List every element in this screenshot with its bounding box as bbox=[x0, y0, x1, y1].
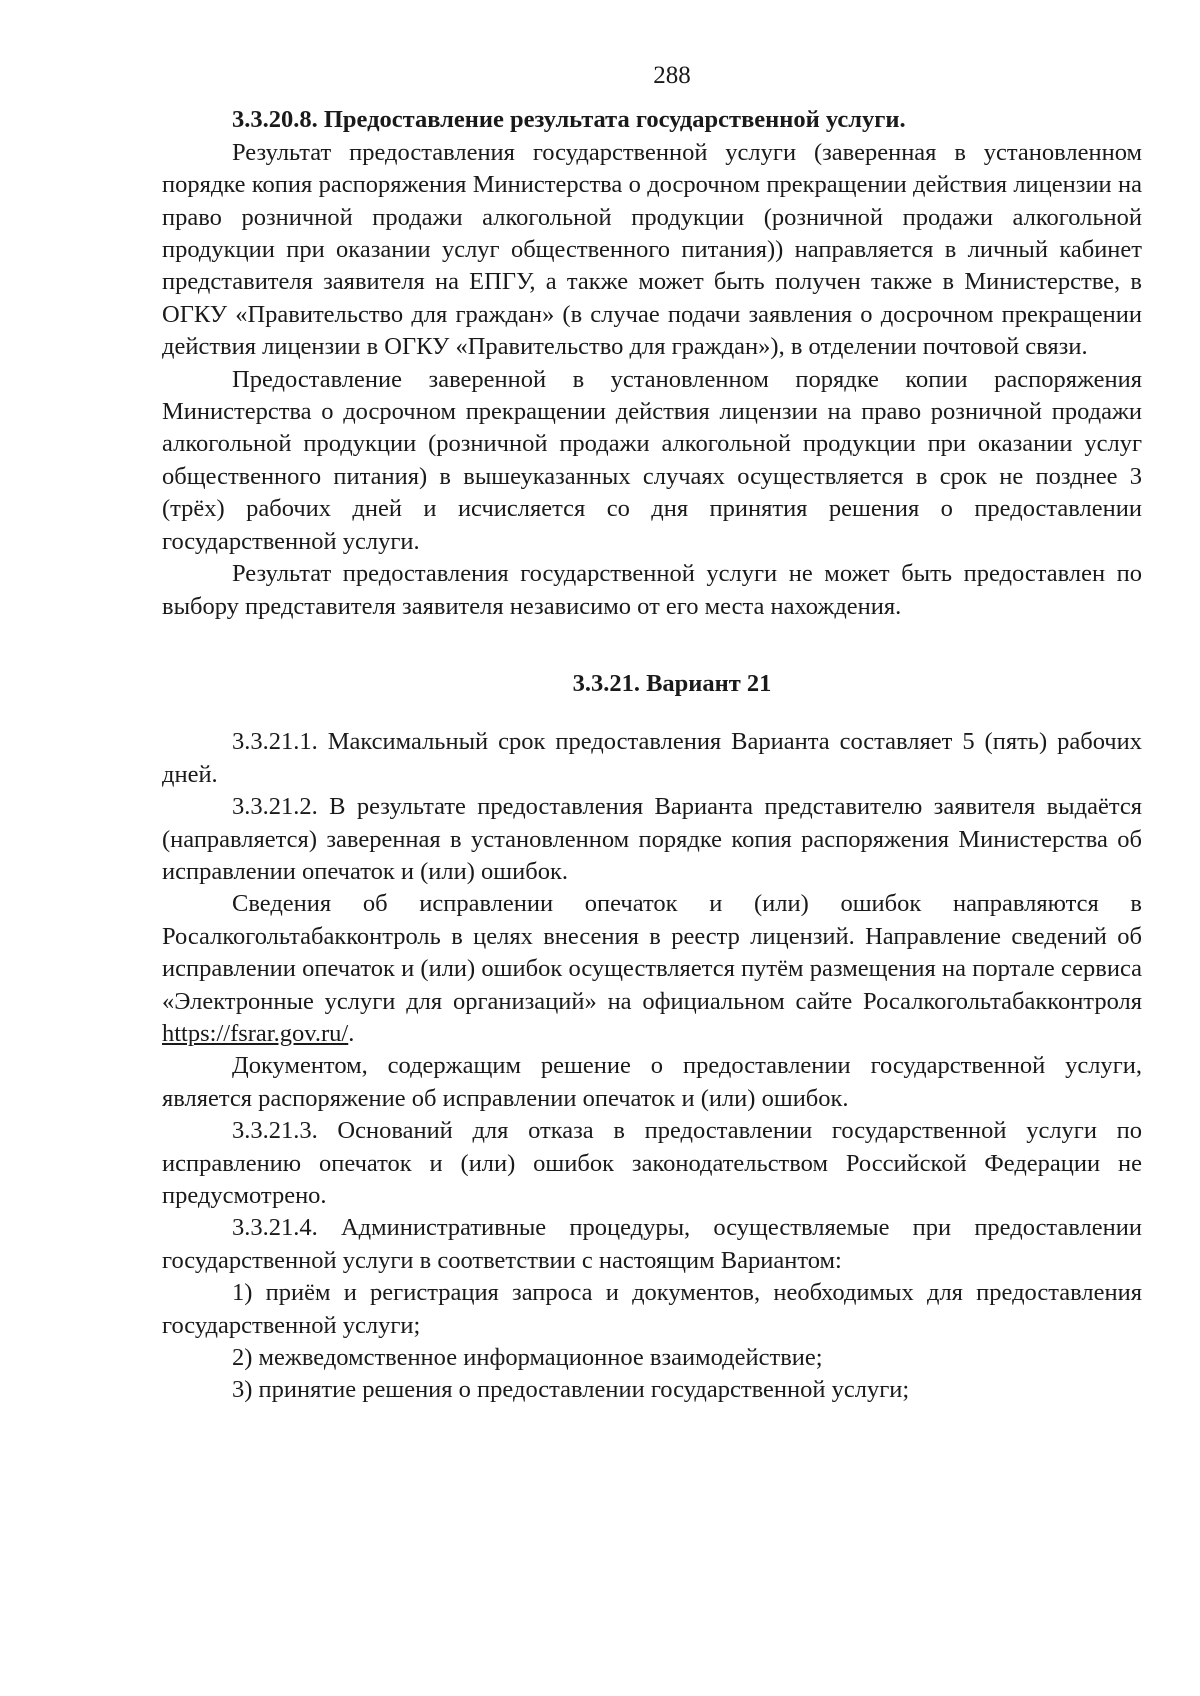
paragraph-end: . bbox=[348, 1019, 355, 1047]
fsrar-link[interactable]: https://fsrar.gov.ru/ bbox=[162, 1019, 349, 1047]
paragraph: Результат предоставления государственной услуги не может быть предоставлен по выбору представителя заявителя независимо от его места нахождения. bbox=[162, 560, 1142, 620]
list-item: 1) приём и регистрация запроса и документов, необходимых для предоставления государственной услуги; bbox=[162, 1279, 1142, 1339]
paragraph: 3.3.21.3. Оснований для отказа в предоставлении государственной услуги по исправлению опечаток и (или) ошибок законодательством Российской Федерации не предусмотрено. bbox=[162, 1117, 1142, 1209]
page-number: 288 bbox=[653, 62, 691, 89]
paragraph-with-link bbox=[162, 888, 1142, 1050]
list-item: 3) принятие решения о предоставлении государственной услуги; bbox=[232, 1376, 910, 1404]
paragraph-text: Сведения об исправлении опечаток и (или) ошибок направляются в Росалкогольтабакконтроль в целях внесения в реестр лицензий. Направление сведений об исправлении опечаток и (или) ошибок осуществляется путём размещения на портале сервиса «Электронные услуги для организаций» на официальном сайте Росалкогольтабакконтроля bbox=[162, 890, 1142, 1015]
paragraph: Предоставление заверенной в установленном порядке копии распоряжения Министерства о досрочном прекращении действия лицензии на право розничной продажи алкогольной продукции (розничной продажи алкогольной продукции при оказании услуг общественного питания) в вышеуказанных случаях осуществляется в срок не позднее 3 (трёх) рабочих дней и исчисляется со дня принятия решения о предоставлении государственной услуги. bbox=[162, 365, 1142, 555]
section-heading-3-3-21: 3.3.21. Вариант 21 bbox=[572, 669, 772, 697]
paragraph: 3.3.21.2. В результате предоставления Варианта представителю заявителя выдаётся (направляется) заверенная в установленном порядке копия распоряжения Министерства об исправлении опечаток и (или) ошибок. bbox=[162, 793, 1142, 885]
paragraph: Документом, содержащим решение о предоставлении государственной услуги, является распоряжение об исправлении опечаток и (или) ошибок. bbox=[162, 1052, 1142, 1112]
section-heading-3-3-20-8: 3.3.20.8. Предоставление результата государственной услуги. bbox=[232, 106, 906, 134]
list-item: 2) межведомственное информационное взаимодействие; bbox=[232, 1344, 823, 1372]
document-page bbox=[162, 60, 1142, 1407]
paragraph: 3.3.21.1. Максимальный срок предоставления Варианта составляет 5 (пять) рабочих дней. bbox=[162, 728, 1142, 788]
paragraph: 3.3.21.4. Административные процедуры, осуществляемые при предоставлении государственной услуги в соответствии с настоящим Вариантом: bbox=[162, 1214, 1142, 1274]
paragraph: Результат предоставления государственной услуги (заверенная в установленном порядке копия распоряжения Министерства о досрочном прекращении действия лицензии на право розничной продажи алкогольной продукции (розничной продажи алкогольной продукции при оказании услуг общественного питания)) направляется в личный кабинет представителя заявителя на ЕПГУ, а также может быть получен также в Министерстве, в ОГКУ «Правительство для граждан» (в случае подачи заявления о досрочном прекращении действия лицензии в ОГКУ «Правительство для граждан»), в отделении почтовой связи. bbox=[162, 138, 1142, 361]
